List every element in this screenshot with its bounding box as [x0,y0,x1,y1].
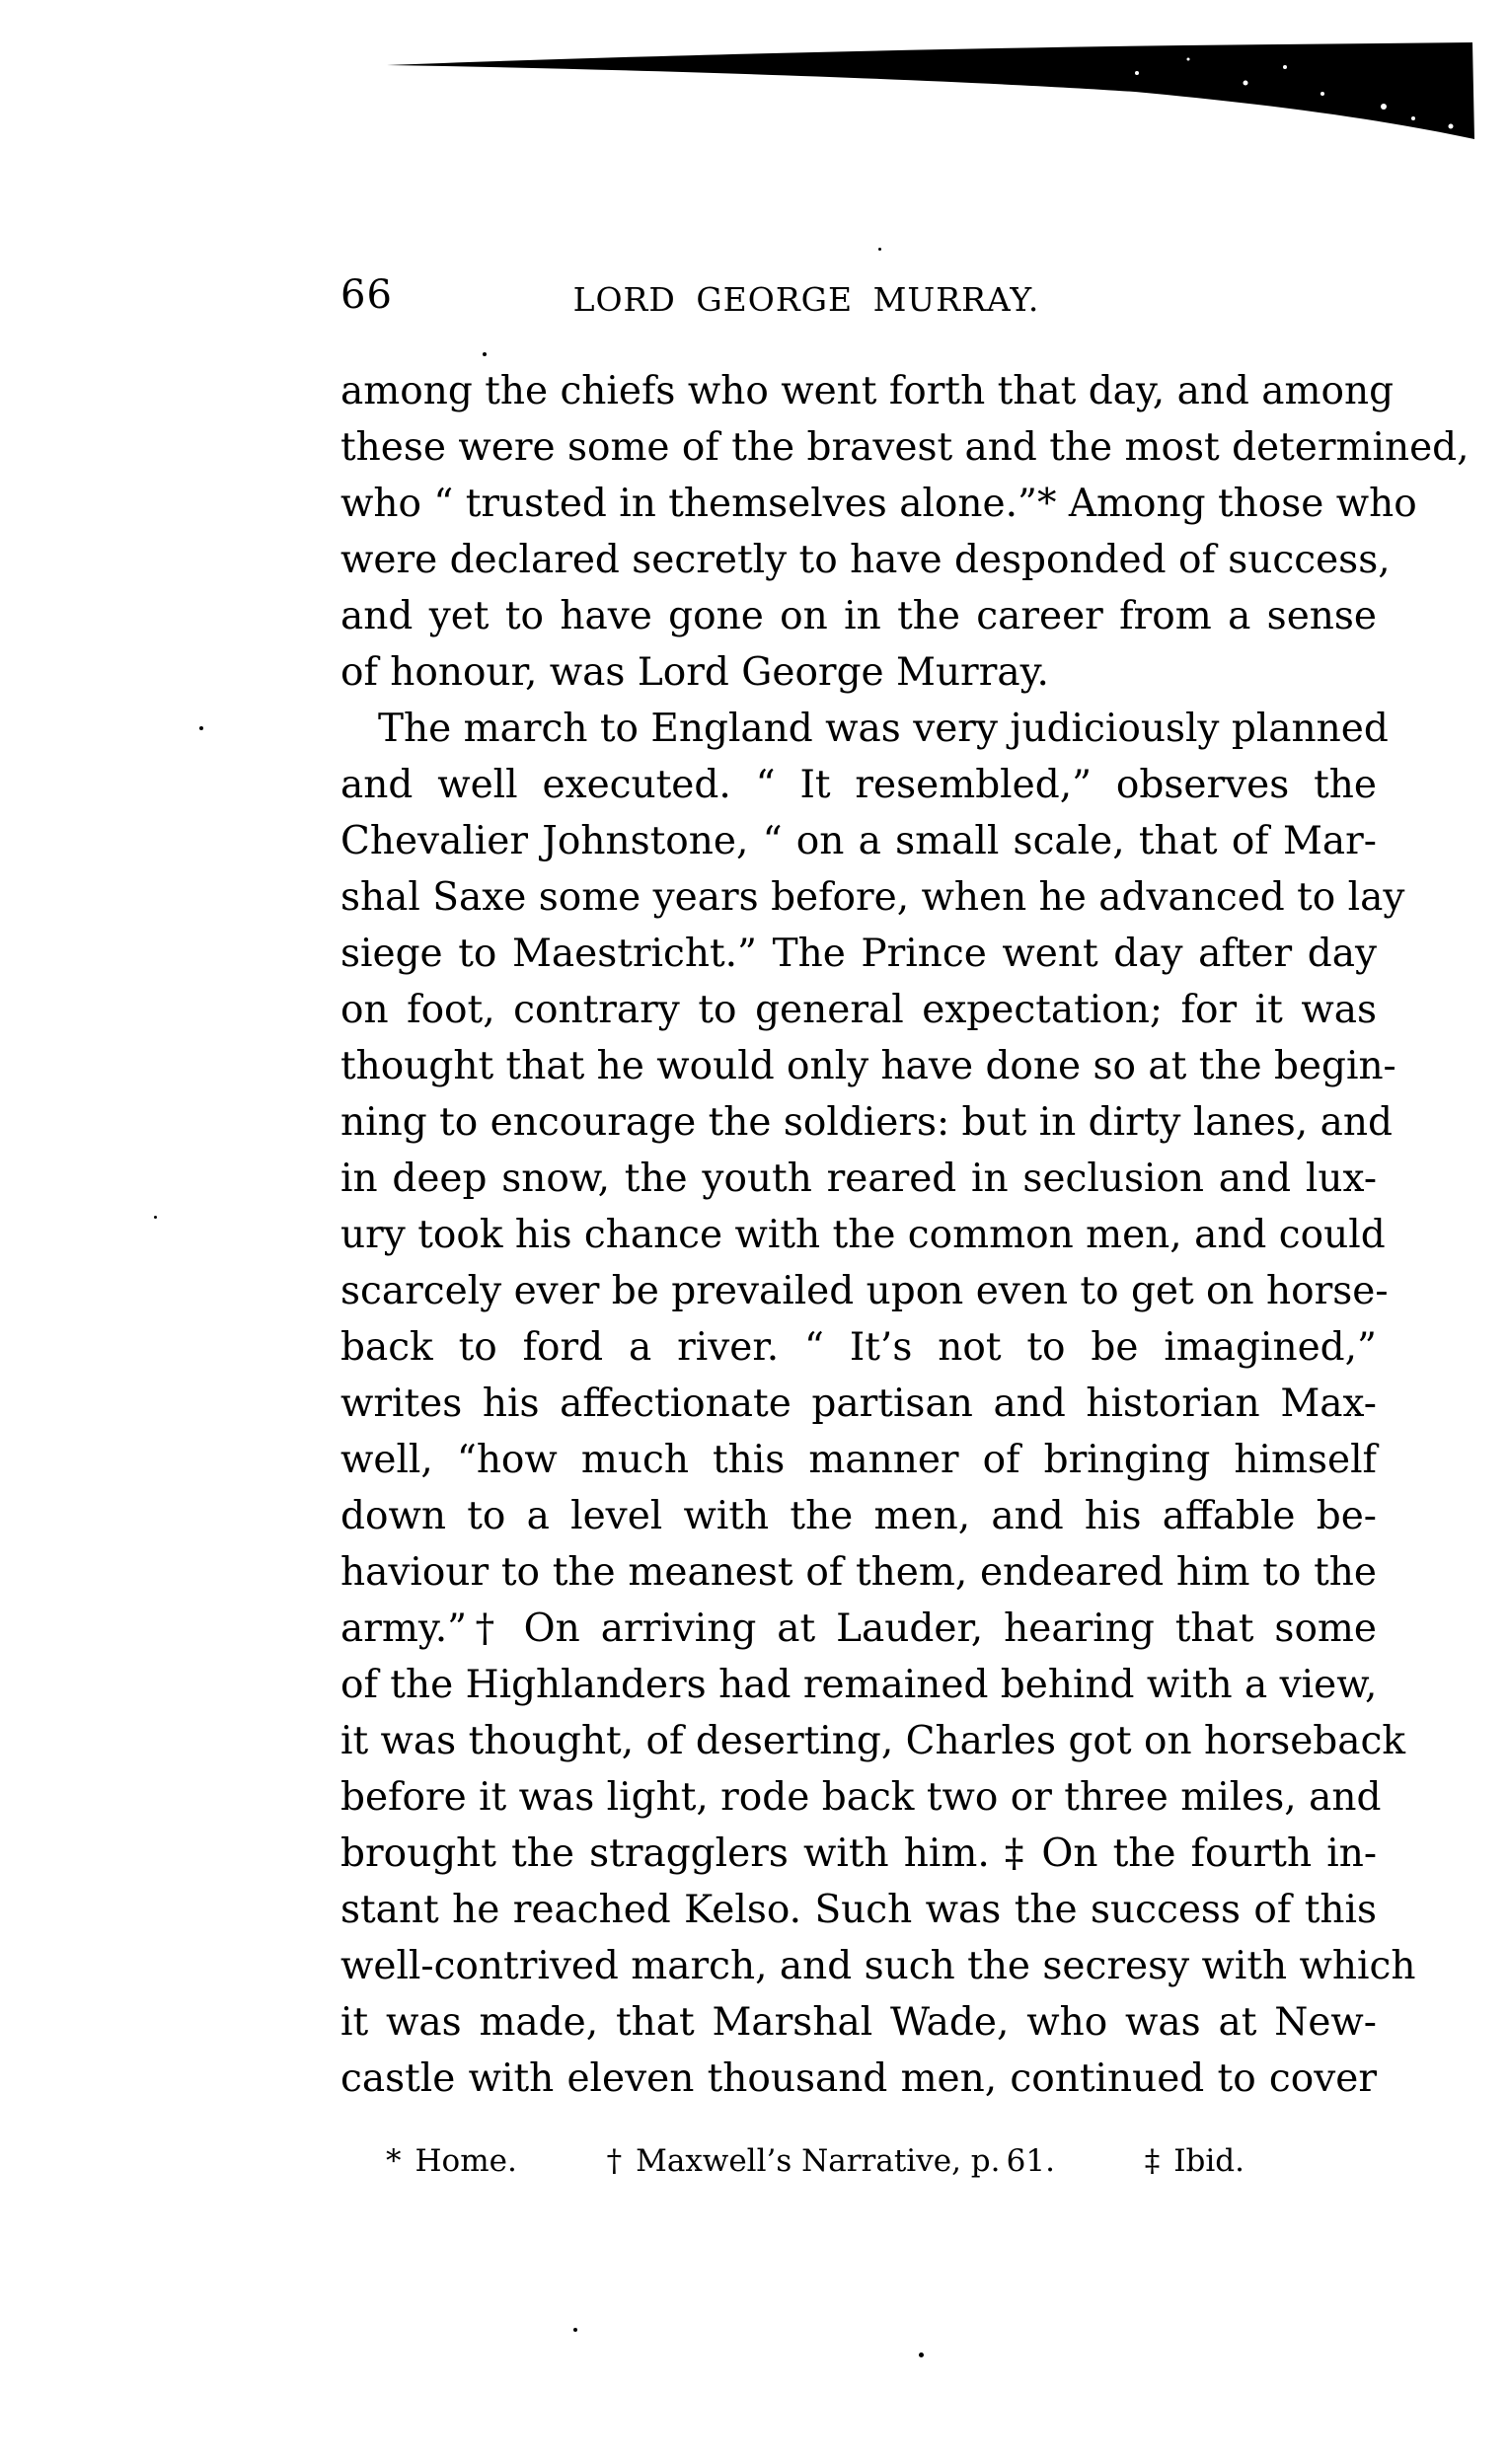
text-line: stant he reached Kelso. Such was the success of this [340,1888,1377,1932]
text-line: of honour, was Lord George Murray. [340,650,1049,695]
ink-speck [154,1216,157,1219]
ink-speck [878,248,881,251]
text-line: writes his affectionate partisan and historian Max- [340,1381,1377,1426]
asterisk-footnote-marker: * [386,2143,402,2179]
text-line: The march to England was very judiciously planned [378,707,1389,751]
ink-speck [573,2328,577,2332]
footnote-home [386,2139,517,2183]
text-line: ning to encourage the soldiers: but in dirty lanes, and [340,1100,1393,1145]
text-line: well-contrived march, and such the secresy with which [340,1944,1416,1988]
footnote-ibid [1145,2139,1244,2183]
footnotes [386,2139,1244,2183]
text-line: of the Highlanders had remained behind with a view, [340,1663,1378,1707]
dagger-footnote-marker: † [606,2143,623,2179]
page-number: 66 [340,272,393,318]
text-line: army.”† On arriving at Lauder, hearing that some [340,1606,1377,1651]
scan-edge-artifact [0,0,1508,197]
text-line: and well executed. “ It resembled,” observes the [340,763,1377,807]
text-line: brought the stragglers with him. ‡ On the fourth in- [340,1831,1377,1876]
ink-speck [483,352,487,356]
text-line: down to a level with the men, and his affable be- [340,1494,1377,1538]
text-line: who “ trusted in themselves alone.”* Among those who [340,482,1417,526]
text-line: scarcely ever be prevailed upon even to get on horse- [340,1269,1389,1313]
footnote-maxwell [607,2139,1055,2183]
text-line: ury took his chance with the common men, and could [340,1213,1386,1257]
text-line: haviour to the meanest of them, endeared him to the [340,1550,1377,1595]
text-line: it was thought, of deserting, Charles got on horseback [340,1719,1405,1763]
footnote-text: Home. [415,2143,517,2179]
text-line: thought that he would only have done so at the begin- [340,1044,1396,1088]
text-line: back to ford a river. “ It’s not to be imagined,” [340,1325,1377,1370]
text-line: on foot, contrary to general expectation; for it was [340,988,1377,1032]
text-line: castle with eleven thousand men, continued to cover [340,2056,1377,2101]
ink-speck [919,2352,924,2357]
text-line: these were some of the bravest and the most determined, [340,425,1470,470]
ink-speck [199,726,203,730]
running-title: LORD GEORGE MURRAY. [572,280,1040,319]
text-line: in deep snow, the youth reared in seclusion and lux- [340,1157,1377,1201]
text-line: Chevalier Johnstone, “ on a small scale, that of Mar- [340,819,1377,863]
text-line: were declared secretly to have desponded of success, [340,538,1391,582]
text-line: well, “how much this manner of bringing himself [340,1438,1377,1482]
text-line: and yet to have gone on in the career from a sense [340,594,1377,638]
footnote-text: Ibid. [1173,2143,1244,2179]
text-line: shal Saxe some years before, when he advanced to lay [340,875,1405,920]
double-dagger-footnote-marker: ‡ [1144,2143,1161,2179]
text-line: siege to Maestricht.” The Prince went day after day [340,932,1377,976]
body-text [340,363,1470,2107]
text-line: before it was light, rode back two or three miles, and [340,1775,1382,1820]
text-line: among the chiefs who went forth that day, and among [340,369,1395,413]
text-line: it was made, that Marshal Wade, who was at New- [340,2000,1377,2045]
footnote-text: Maxwell’s Narrative, p. 61. [636,2143,1055,2179]
